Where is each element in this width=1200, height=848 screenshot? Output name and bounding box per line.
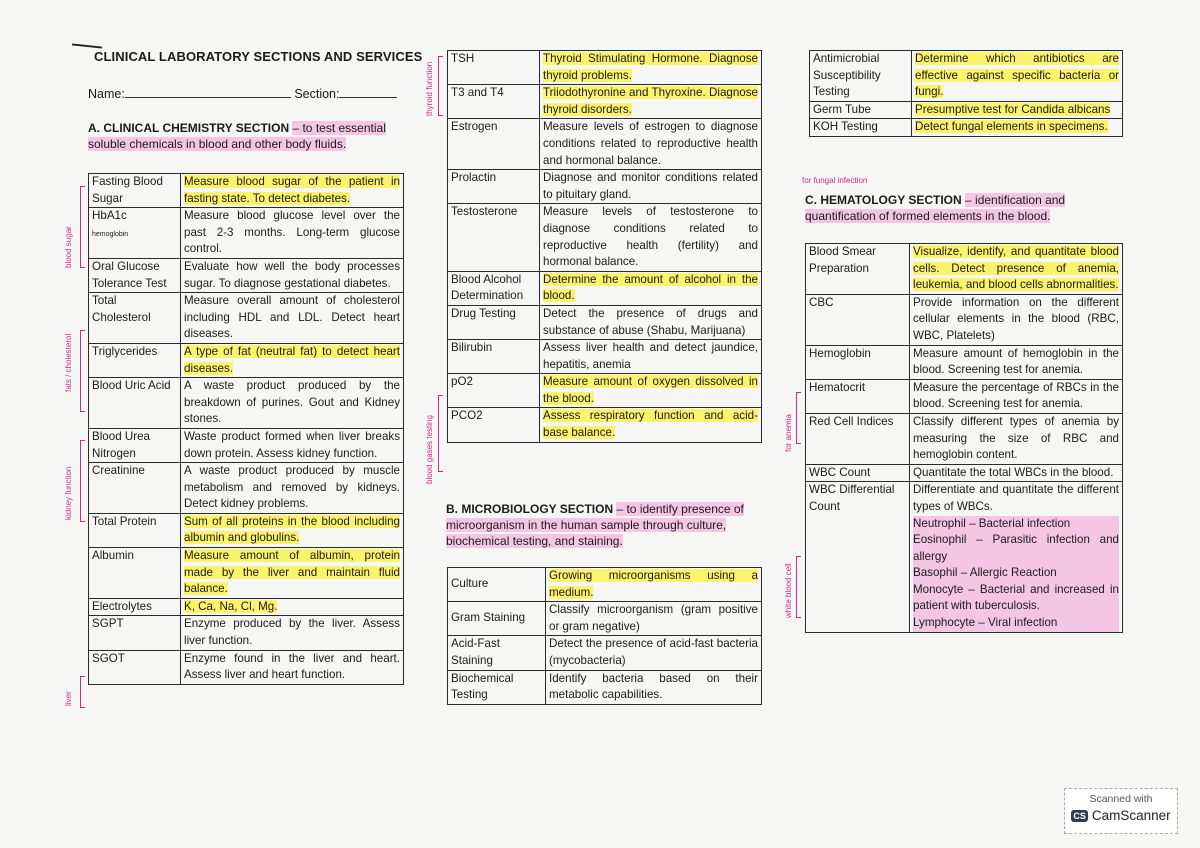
test-name: KOH Testing: [810, 119, 912, 137]
hematology-heading-block: [805, 192, 1125, 224]
test-name: Blood Urea Nitrogen: [89, 428, 181, 462]
test-name: Antimicrobial Susceptibility Testing: [810, 51, 912, 102]
table-row: [806, 482, 1123, 632]
test-desc: A waste product produced by muscle metabolism and removed by kidneys. Detect kidney problems.: [181, 463, 404, 514]
test-desc: A waste product produced by the breakdown of purines. Gout and Kidney stones.: [181, 378, 404, 429]
test-desc: Measure amount of hemoglobin in the blood. Screening test for anemia.: [910, 345, 1123, 379]
table-row: [89, 548, 404, 599]
test-name: Gram Staining: [448, 602, 546, 636]
test-desc: Thyroid Stimulating Hormone. Diagnose thyroid problems.: [543, 52, 758, 82]
test-name: Electrolytes: [89, 598, 181, 616]
margin-bracket: [796, 392, 801, 444]
table-row: [448, 51, 762, 85]
microbiology-heading: B. MICROBIOLOGY SECTION: [446, 502, 614, 516]
test-name: SGOT: [89, 650, 181, 684]
test-name: WBC Count: [806, 464, 910, 482]
test-desc: Classify different types of anemia by measuring the size of RBC and hemoglobin content.: [910, 413, 1123, 464]
test-name: Biochemical Testing: [448, 670, 546, 704]
microbiology-table-2: [809, 50, 1123, 137]
test-desc: Measure amount of albumin, protein made by the liver and maintain fluid balance.: [184, 549, 400, 596]
test-name: Red Cell Indices: [806, 413, 910, 464]
test-name: Total Cholesterol: [89, 293, 181, 344]
test-name: Blood Uric Acid: [89, 378, 181, 429]
pen-stroke: [72, 43, 102, 48]
test-desc: Differentiate and quantitate the different types of WBCs.: [913, 483, 1119, 513]
test-desc: Enzyme found in the liver and heart. Assess liver and heart function.: [181, 650, 404, 684]
margin-note: thyroid function: [425, 61, 434, 116]
test-name: Total Protein: [89, 513, 181, 547]
test-name: CBC: [806, 294, 910, 345]
table-row: [89, 650, 404, 684]
margin-bracket: [438, 56, 443, 116]
test-desc: Assess respiratory function and acid-base balance.: [543, 409, 758, 440]
table-row: [448, 568, 762, 602]
test-desc: Detect the presence of drugs and substance of abuse (Shabu, Marijuana): [540, 305, 762, 339]
test-name: Testosterone: [448, 204, 540, 271]
table-row: [448, 271, 762, 305]
table-row: [448, 636, 762, 670]
test-desc: Diagnose and monitor conditions related to pituitary gland.: [540, 170, 762, 204]
table-row: [806, 413, 1123, 464]
chemistry-heading: A. CLINICAL CHEMISTRY SECTION: [88, 121, 290, 135]
camscanner-logo-icon: CS: [1073, 810, 1086, 821]
table-row: [810, 101, 1123, 119]
test-name: Drug Testing: [448, 305, 540, 339]
microbiology-desc: – to identify presence of microorganism in the human sample through culture, biochemical testing, and staining.: [446, 502, 744, 548]
watermark-caption: Scanned with: [1089, 793, 1153, 805]
test-name: Creatinine: [89, 463, 181, 514]
test-desc: Determine the amount of alcohol in the blood.: [543, 272, 758, 303]
list-item: Eosinophil – Parasitic infection and allergy: [913, 532, 1119, 565]
chemistry-desc: – to test essential soluble chemicals in blood and other body fluids.: [88, 121, 386, 151]
test-desc: Enzyme produced by the liver. Assess liver function.: [181, 616, 404, 650]
test-desc: Measure blood glucose level over the past 2-3 months. Long-term glucose control.: [184, 209, 400, 256]
table-row: [810, 51, 1123, 102]
margin-note: blood sugar: [64, 226, 73, 268]
hematology-desc: – identification and quantification of formed elements in the blood.: [805, 193, 1066, 223]
test-name: Hemoglobin: [806, 345, 910, 379]
table-row: [89, 343, 404, 377]
margin-bracket: [80, 440, 85, 522]
table-row: [448, 119, 762, 170]
test-name: HbA1c: [92, 209, 127, 223]
table-row: [806, 379, 1123, 413]
list-item: Neutrophil – Bacterial infection: [913, 516, 1119, 533]
test-name: TSH: [448, 51, 540, 85]
table-row: [89, 293, 404, 344]
margin-note: blood gases testing: [425, 415, 434, 484]
handwritten-note: for fungal infection: [802, 176, 868, 185]
camscanner-watermark: [1064, 788, 1178, 834]
table-row: [806, 244, 1123, 295]
test-name: Estrogen: [448, 119, 540, 170]
table-row: [806, 345, 1123, 379]
margin-note: liver: [64, 691, 73, 706]
test-desc: Measure overall amount of cholesterol including HDL and LDL. Detect heart diseases.: [181, 293, 404, 344]
test-name: Germ Tube: [810, 101, 912, 119]
section-input-line[interactable]: [339, 86, 397, 98]
test-desc: Presumptive test for Candida albicans: [915, 102, 1111, 116]
test-desc: Measure the percentage of RBCs in the blood. Screening test for anemia.: [910, 379, 1123, 413]
test-desc: Determine which antibiotics are effective against specific bacteria or fungi.: [915, 52, 1119, 99]
watermark-brand: CamScanner: [1091, 808, 1171, 823]
test-name: Hematocrit: [806, 379, 910, 413]
table-row: [806, 294, 1123, 345]
table-row: [810, 119, 1123, 137]
list-item: Basophil – Allergic Reaction: [913, 565, 1119, 582]
test-name: SGPT: [89, 616, 181, 650]
test-desc: Provide information on the different cellular elements in the blood (RBC, WBC, Platelets): [910, 294, 1123, 345]
test-name: Culture: [448, 568, 546, 602]
test-name: pO2: [448, 374, 540, 408]
test-desc: Visualize, identify, and quantitate blood cells. Detect presence of anemia, leukemia, and blood cells abnormalities.: [913, 245, 1119, 292]
test-name: Blood Smear Preparation: [806, 244, 910, 295]
hematology-table: [805, 243, 1123, 633]
test-desc: Measure levels of estrogen to diagnose conditions related to reproductive health and hormonal balance.: [540, 119, 762, 170]
test-desc: Identify bacteria based on their metabolic capabilities.: [546, 670, 762, 704]
test-desc: K, Ca, Na, Cl, Mg.: [184, 599, 278, 613]
chemistry-heading-block: [88, 120, 408, 152]
table-row: [448, 170, 762, 204]
test-desc: Measure levels of testosterone to diagnose conditions related to reproductive health (fertility) and hormonal balance.: [540, 204, 762, 271]
table-row: [89, 258, 404, 292]
margin-bracket: [438, 395, 443, 472]
chemistry-table-1: [88, 173, 404, 685]
table-row: [89, 174, 404, 208]
table-row: [89, 513, 404, 547]
test-name: Oral Glucose Tolerance Test: [89, 258, 181, 292]
margin-bracket: [80, 330, 85, 412]
margin-bracket: [80, 186, 85, 268]
test-name: Bilirubin: [448, 340, 540, 374]
hematology-heading: C. HEMATOLOGY SECTION: [805, 193, 962, 207]
microbiology-table-1: [447, 567, 762, 705]
table-row: [448, 408, 762, 442]
test-desc: Assess liver health and detect jaundice, hepatitis, anemia: [540, 340, 762, 374]
test-desc: Waste product formed when liver breaks down protein. Assess kidney function.: [181, 428, 404, 462]
name-input-line[interactable]: [125, 86, 291, 98]
test-name: T3 and T4: [448, 85, 540, 119]
test-desc: Evaluate how well the body processes sugar. To diagnose gestational diabetes.: [181, 258, 404, 292]
test-name: Prolactin: [448, 170, 540, 204]
test-desc: Detect the presence of acid-fast bacteria (mycobacteria): [546, 636, 762, 670]
test-desc: Growing microorganisms using a medium.: [549, 569, 758, 599]
test-name: Fasting Blood Sugar: [89, 174, 181, 208]
section-label: Section:: [294, 87, 340, 101]
test-desc: Sum of all proteins in the blood including albumin and globulins.: [184, 514, 400, 545]
margin-note: kidney function: [64, 466, 73, 520]
table-row: [806, 464, 1123, 482]
table-row: [89, 463, 404, 514]
test-name: WBC Differential Count: [806, 482, 910, 632]
list-item: Lymphocyte – Viral infection: [913, 615, 1119, 632]
test-name: Albumin: [89, 548, 181, 599]
table-row: [448, 670, 762, 704]
table-row: [448, 374, 762, 408]
test-name: Acid-Fast Staining: [448, 636, 546, 670]
test-desc: Quantitate the total WBCs in the blood.: [910, 464, 1123, 482]
page-title: CLINICAL LABORATORY SECTIONS AND SERVICES: [94, 49, 423, 64]
test-name: PCO2: [448, 408, 540, 442]
table-row: [89, 598, 404, 616]
table-row: [89, 428, 404, 462]
margin-note: white blood cell: [784, 563, 793, 618]
test-desc: Detect fungal elements in specimens.: [915, 120, 1108, 134]
name-label: Name:: [88, 87, 125, 101]
table-row: [448, 602, 762, 636]
test-desc: Measure amount of oxygen dissolved in the blood.: [543, 375, 758, 405]
microbiology-heading-block: [446, 501, 764, 549]
margin-note: for anemia: [784, 414, 793, 452]
test-desc: Classify microorganism (gram positive or gram negative): [546, 602, 762, 636]
chemistry-table-2: [447, 50, 762, 443]
name-field: [88, 86, 397, 101]
handwritten-note: hemoglobin: [92, 230, 129, 238]
table-row: [89, 378, 404, 429]
table-row: [448, 85, 762, 119]
table-row: [89, 208, 404, 259]
test-desc: Measure blood sugar of the patient in fasting state. To detect diabetes.: [184, 175, 400, 205]
margin-bracket: [80, 676, 85, 708]
table-row: [448, 340, 762, 374]
test-desc: Triiodothyronine and Thyroxine. Diagnose thyroid disorders.: [543, 86, 758, 116]
margin-bracket: [796, 556, 801, 618]
test-name: Blood Alcohol Determination: [448, 271, 540, 305]
table-row: [448, 305, 762, 339]
margin-note: fats / cholesterol: [64, 333, 73, 392]
test-name: Triglycerides: [89, 343, 181, 377]
list-item: Monocyte – Bacterial and increased in patient with tuberculosis.: [913, 582, 1119, 615]
table-row: [89, 616, 404, 650]
test-desc: A type of fat (neutral fat) to detect heart diseases.: [184, 344, 400, 375]
table-row: [448, 204, 762, 271]
